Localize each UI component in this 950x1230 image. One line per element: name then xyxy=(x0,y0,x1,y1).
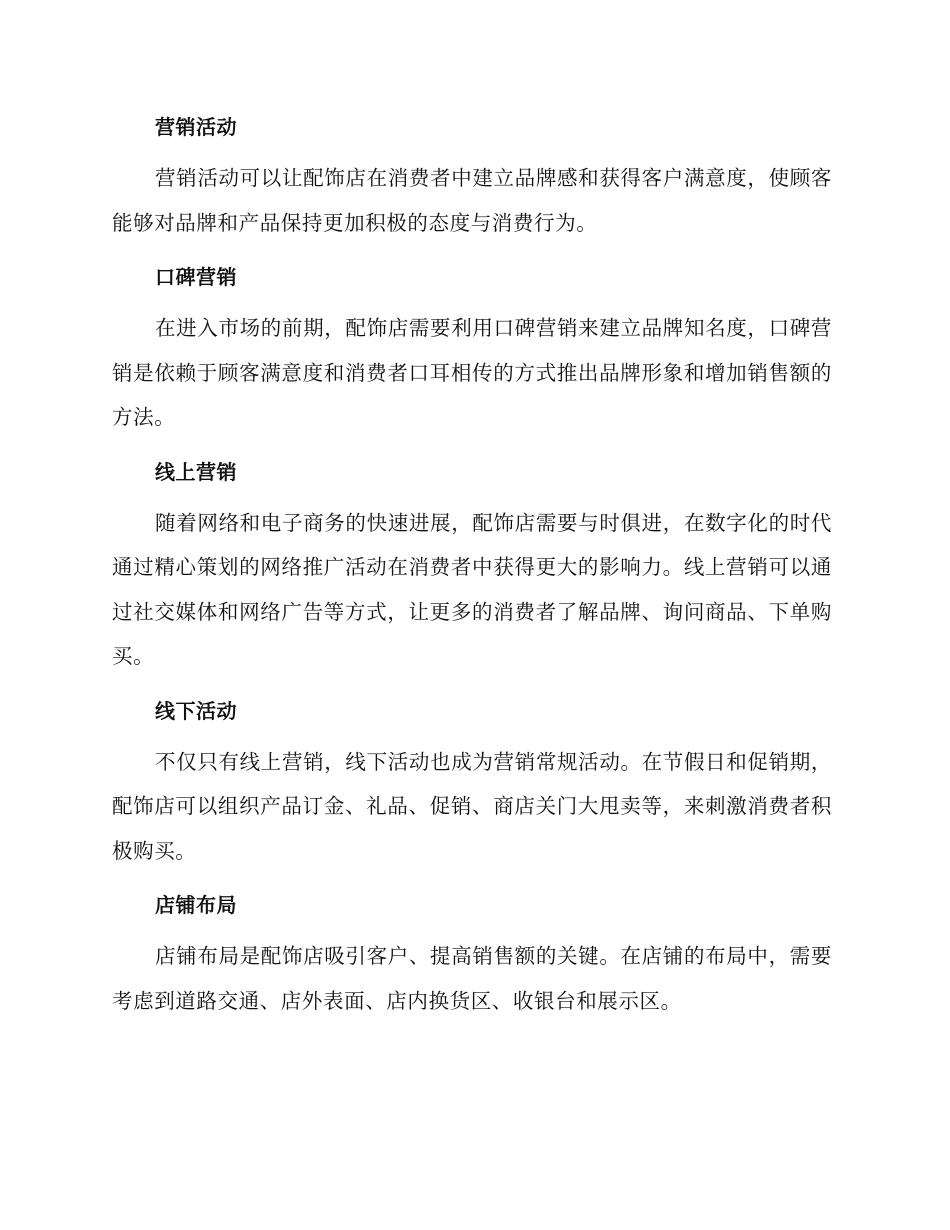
section-offline-activities xyxy=(112,696,832,874)
section-marketing-activities xyxy=(112,112,832,245)
section-heading: 线下活动 xyxy=(155,698,237,723)
section-heading: 口碑营销 xyxy=(155,265,237,289)
section-paragraph: 在进入市场的前期，配饰店需要利用口碑营销来建立品牌知名度，口碑营销是依赖于顾客满意度和消费者口耳相传的方式推出品牌形象和增加销售额的方法。 xyxy=(112,316,832,429)
section-word-of-mouth xyxy=(112,262,832,440)
section-online-marketing xyxy=(112,457,832,679)
section-heading: 店铺布局 xyxy=(155,893,237,917)
document-page xyxy=(112,112,832,1040)
section-paragraph: 不仅只有线上营销，线下活动也成为营销常规活动。在节假日和促销期，配饰店可以组织产品订金、礼品、促销、商店关门大甩卖等，来刺激消费者积极购买。 xyxy=(112,749,832,863)
section-heading: 线上营销 xyxy=(155,459,237,484)
section-heading: 营销活动 xyxy=(155,115,237,139)
section-paragraph: 营销活动可以让配饰店在消费者中建立品牌感和获得客户满意度，使顾客能够对品牌和产品保持更加积极的态度与消费行为。 xyxy=(112,166,832,235)
section-paragraph: 随着网络和电子商务的快速进展，配饰店需要与时俱进，在数字化的时代通过精心策划的网络推广活动在消费者中获得更大的影响力。线上营销可以通过社交媒体和网络广告等方式，让更多的消费者了解品牌、询问商品、下单购买。 xyxy=(112,510,832,668)
section-store-layout xyxy=(112,890,832,1023)
section-paragraph: 店铺布局是配饰店吸引客户、提高销售额的关键。在店铺的布局中，需要考虑到道路交通、店外表面、店内换货区、收银台和展示区。 xyxy=(112,944,832,1013)
